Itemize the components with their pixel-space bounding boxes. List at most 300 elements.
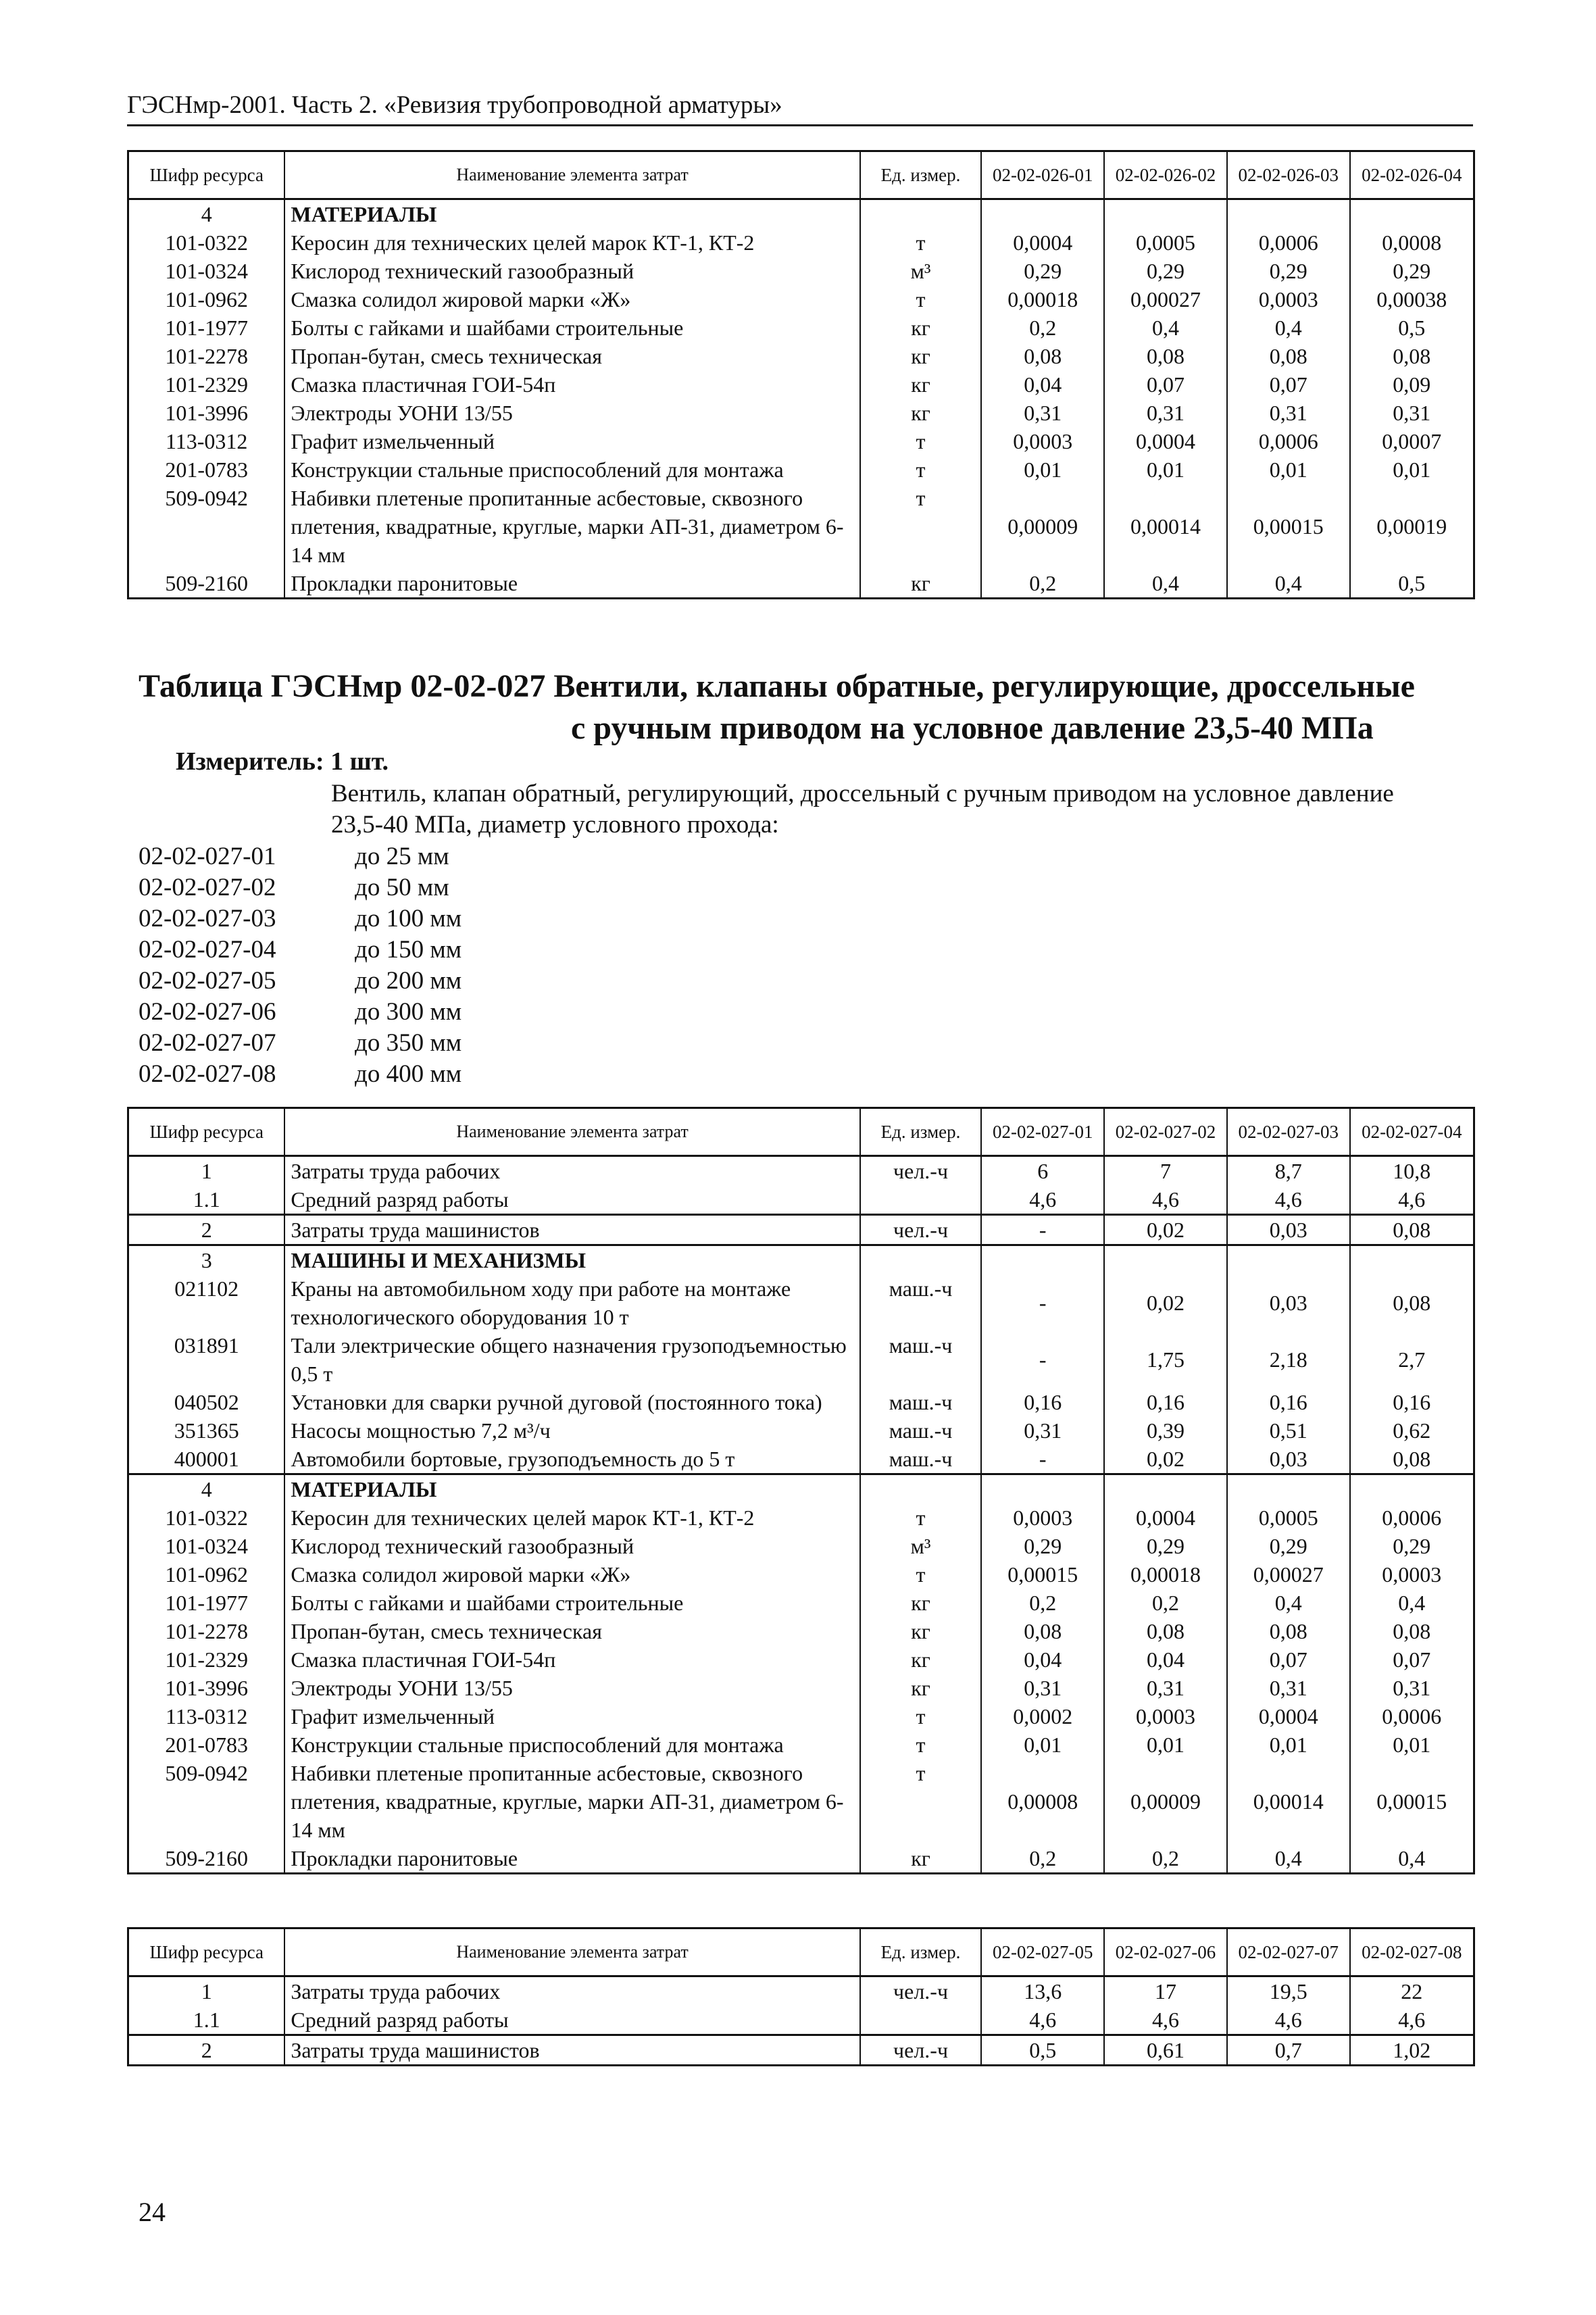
resource-code: 4	[128, 1474, 285, 1504]
unit-of-measure: маш.-ч	[860, 1416, 982, 1445]
header-column: 02-02-026-02	[1104, 151, 1227, 199]
norm-value: 0,0005	[1104, 228, 1227, 257]
header-column: 02-02-027-06	[1104, 1928, 1227, 1976]
table-row	[128, 1731, 1474, 1759]
table-row	[128, 285, 1474, 314]
norm-value: 0,00015	[1350, 1759, 1474, 1844]
unit-of-measure	[860, 1185, 982, 1215]
header-unit: Ед. измер.	[860, 1928, 982, 1976]
norm-value: 0,31	[981, 1416, 1104, 1445]
norm-value: 0,02	[1104, 1274, 1227, 1331]
norm-value: 0,00019	[1350, 484, 1474, 569]
resource-code: 101-0322	[128, 228, 285, 257]
norm-value: 0,03	[1227, 1274, 1350, 1331]
norm-value: 0,07	[1350, 1645, 1474, 1674]
page-header	[127, 91, 1473, 126]
header-name: Наименование элемента затрат	[284, 1928, 859, 1976]
variant-item	[139, 997, 462, 1028]
norm-value: 0,08	[1350, 1215, 1474, 1245]
table-row	[128, 1215, 1474, 1245]
unit-of-measure	[860, 1245, 982, 1275]
norm-value: 0,03	[1227, 1215, 1350, 1245]
table-row	[128, 1976, 1474, 2006]
norm-value: 0,5	[1350, 569, 1474, 599]
norm-value: 0,0006	[1350, 1503, 1474, 1532]
unit-of-measure	[860, 2006, 982, 2035]
variant-diameter: до 50 мм	[355, 874, 449, 901]
norm-value: 0,0006	[1227, 228, 1350, 257]
variant-code: 02-02-027-07	[139, 1029, 276, 1057]
norm-value: 0,0006	[1350, 1702, 1474, 1731]
header-column: 02-02-027-03	[1227, 1108, 1350, 1156]
norm-value: 0,08	[1350, 1445, 1474, 1474]
norm-value	[1104, 199, 1227, 229]
cost-element-name: Затраты труда рабочих	[284, 1156, 859, 1186]
resource-code: 509-2160	[128, 569, 285, 599]
table-description: Вентиль, клапан обратный, регулирующий, дроссельный с ручным приводом на условное давление 23,5-40 МПа, диаметр условного прохода:	[331, 780, 1394, 839]
resource-code: 040502	[128, 1388, 285, 1416]
table-row	[128, 1503, 1474, 1532]
table-header-row	[128, 1108, 1474, 1156]
variant-list	[139, 841, 462, 1090]
variant-item	[139, 1028, 462, 1059]
unit-of-measure: чел.-ч	[860, 1156, 982, 1186]
table-row	[128, 1645, 1474, 1674]
cost-element-name: Конструкции стальные приспособлений для монтажа	[284, 1731, 859, 1759]
norm-value: 0,31	[1104, 1674, 1227, 1702]
norm-value	[981, 199, 1104, 229]
unit-of-measure: кг	[860, 1844, 982, 1874]
variant-item	[139, 935, 462, 966]
norm-value: 0,4	[1104, 314, 1227, 342]
norm-value: 0,29	[1350, 257, 1474, 285]
norm-value: 0,16	[1350, 1388, 1474, 1416]
header-column: 02-02-027-01	[981, 1108, 1104, 1156]
norm-value: 0,08	[1227, 1617, 1350, 1645]
unit-of-measure: маш.-ч	[860, 1445, 982, 1474]
cost-element-name: Набивки плетеные пропитанные асбестовые, сквозного плетения, квадратные, круглые, марки АП-31, диаметром 6-14 мм	[284, 1759, 859, 1844]
norm-value: 0,0003	[1227, 285, 1350, 314]
norm-value: 0,0002	[981, 1702, 1104, 1731]
page-header-title: ГЭСНмр-2001. Часть 2. «Ревизия трубопроводной арматуры»	[127, 91, 782, 119]
resource-code: 113-0312	[128, 1702, 285, 1731]
norm-value: 0,31	[981, 399, 1104, 427]
norm-value: 0,00008	[981, 1759, 1104, 1844]
cost-element-name: МАТЕРИАЛЫ	[284, 199, 859, 229]
header-code: Шифр ресурса	[128, 1108, 285, 1156]
norm-value: 0,31	[1227, 399, 1350, 427]
resource-code: 101-0962	[128, 1560, 285, 1589]
norm-value: 4,6	[981, 2006, 1104, 2035]
norm-value: 0,61	[1104, 2035, 1227, 2066]
cost-element-name: Прокладки паронитовые	[284, 1844, 859, 1874]
norm-value: 0,0007	[1350, 427, 1474, 455]
norm-value: 4,6	[1350, 1185, 1474, 1215]
norm-value: 0,2	[1104, 1589, 1227, 1617]
norm-value: 0,2	[981, 1844, 1104, 1874]
unit-of-measure: чел.-ч	[860, 2035, 982, 2066]
norm-value: 0,04	[1104, 1645, 1227, 1674]
cost-element-name: Насосы мощностью 7,2 м³/ч	[284, 1416, 859, 1445]
unit-of-measure: кг	[860, 1674, 982, 1702]
norm-value: 0,0003	[1350, 1560, 1474, 1589]
norm-value: 0,08	[1104, 1617, 1227, 1645]
norm-value: 0,29	[1104, 1532, 1227, 1560]
norm-value: 0,08	[1350, 342, 1474, 370]
table-row	[128, 484, 1474, 569]
norm-value: 0,4	[1104, 569, 1227, 599]
header-column: 02-02-026-01	[981, 151, 1104, 199]
header-code: Шифр ресурса	[128, 151, 285, 199]
cost-element-name: Затраты труда машинистов	[284, 1215, 859, 1245]
norm-value: 4,6	[981, 1185, 1104, 1215]
cost-element-name: Смазка пластичная ГОИ-54п	[284, 1645, 859, 1674]
variant-code: 02-02-027-05	[139, 967, 276, 995]
norm-value: 0,08	[981, 1617, 1104, 1645]
resource-code: 101-2329	[128, 370, 285, 399]
norm-value: 0,00018	[981, 285, 1104, 314]
norm-value: 0,01	[1104, 455, 1227, 484]
resource-code: 1	[128, 1156, 285, 1186]
header-column: 02-02-027-07	[1227, 1928, 1350, 1976]
norm-value	[1350, 1474, 1474, 1504]
norm-value: 0,16	[1104, 1388, 1227, 1416]
unit-of-measure: т	[860, 455, 982, 484]
table-row	[128, 228, 1474, 257]
cost-element-name: Затраты труда рабочих	[284, 1976, 859, 2006]
cost-element-name: Кислород технический газообразный	[284, 1532, 859, 1560]
unit-of-measure: кг	[860, 1589, 982, 1617]
norm-value: 0,00018	[1104, 1560, 1227, 1589]
table-row	[128, 1560, 1474, 1589]
variant-code: 02-02-027-08	[139, 1060, 276, 1088]
unit-of-measure: т	[860, 1503, 982, 1532]
norm-value: 0,08	[981, 342, 1104, 370]
norm-value: 17	[1104, 1976, 1227, 2006]
norm-value: 0,00015	[981, 1560, 1104, 1589]
cost-element-name: Электроды УОНИ 13/55	[284, 1674, 859, 1702]
norm-value: 0,0003	[981, 427, 1104, 455]
norm-value: 0,0006	[1227, 427, 1350, 455]
table-row	[128, 370, 1474, 399]
norm-value: -	[981, 1215, 1104, 1245]
variant-code: 02-02-027-01	[139, 843, 276, 870]
table-row	[128, 1532, 1474, 1560]
table-row	[128, 342, 1474, 370]
table-row	[128, 257, 1474, 285]
table-title-line1: Таблица ГЭСНмр 02-02-027 Вентили, клапаны обратные, регулирующие, дроссельные	[139, 668, 1415, 704]
norm-value: 0,00038	[1350, 285, 1474, 314]
norm-value: 0,00027	[1227, 1560, 1350, 1589]
resource-code: 101-0324	[128, 1532, 285, 1560]
norm-value: 8,7	[1227, 1156, 1350, 1186]
norm-value	[1227, 199, 1350, 229]
unit-of-measure: т	[860, 1759, 982, 1844]
resource-code: 021102	[128, 1274, 285, 1331]
norm-value: 0,07	[1104, 370, 1227, 399]
variant-diameter: до 100 мм	[355, 905, 462, 932]
norm-value	[1227, 1474, 1350, 1504]
header-column: 02-02-027-05	[981, 1928, 1104, 1976]
norm-value: -	[981, 1274, 1104, 1331]
resource-table-026	[127, 150, 1475, 599]
norm-value	[981, 1474, 1104, 1504]
table-title	[139, 666, 1490, 749]
header-column: 02-02-027-04	[1350, 1108, 1474, 1156]
norm-value: 0,04	[981, 1645, 1104, 1674]
norm-value: 1,02	[1350, 2035, 1474, 2066]
table-row	[128, 569, 1474, 599]
norm-value: 0,03	[1227, 1445, 1350, 1474]
norm-value: 0,0008	[1350, 228, 1474, 257]
cost-element-name: Затраты труда машинистов	[284, 2035, 859, 2066]
resource-code: 101-3996	[128, 1674, 285, 1702]
cost-element-name: Смазка солидол жировой марки «Ж»	[284, 285, 859, 314]
table-row	[128, 1388, 1474, 1416]
cost-element-name: Пропан-бутан, смесь техническая	[284, 342, 859, 370]
norm-value: 0,29	[981, 257, 1104, 285]
norm-value: -	[981, 1445, 1104, 1474]
table-row	[128, 1474, 1474, 1504]
cost-element-name: Автомобили бортовые, грузоподъемность до 5 т	[284, 1445, 859, 1474]
norm-value: 0,01	[981, 1731, 1104, 1759]
norm-value: 0,00009	[981, 484, 1104, 569]
header-name: Наименование элемента затрат	[284, 151, 859, 199]
unit-of-measure: т	[860, 1731, 982, 1759]
variant-diameter: до 150 мм	[355, 936, 462, 964]
cost-element-name: Установки для сварки ручной дуговой (постоянного тока)	[284, 1388, 859, 1416]
norm-value: 4,6	[1350, 2006, 1474, 2035]
variant-code: 02-02-027-06	[139, 998, 276, 1026]
table-row	[128, 455, 1474, 484]
page-number: 24	[139, 2197, 166, 2227]
norm-value: 2,18	[1227, 1331, 1350, 1388]
norm-value: 0,4	[1350, 1844, 1474, 1874]
norm-value: 0,16	[1227, 1388, 1350, 1416]
resource-code: 2	[128, 1215, 285, 1245]
resource-code: 101-2278	[128, 342, 285, 370]
table-row	[128, 1331, 1474, 1388]
norm-value: 6	[981, 1156, 1104, 1186]
norm-value: -	[981, 1331, 1104, 1388]
norm-value	[1350, 199, 1474, 229]
unit-of-measure: маш.-ч	[860, 1331, 982, 1388]
cost-element-name: Прокладки паронитовые	[284, 569, 859, 599]
table-header-row	[128, 151, 1474, 199]
resource-code: 101-0322	[128, 1503, 285, 1532]
norm-value: 0,01	[1227, 455, 1350, 484]
resource-code: 1	[128, 1976, 285, 2006]
cost-element-name: Тали электрические общего назначения грузоподъемностью 0,5 т	[284, 1331, 859, 1388]
norm-value: 0,0004	[981, 228, 1104, 257]
norm-value: 0,29	[1227, 257, 1350, 285]
norm-value: 22	[1350, 1976, 1474, 2006]
norm-value: 19,5	[1227, 1976, 1350, 2006]
table-title-line2: с ручным приводом на условное давление 23,5-40 МПа	[571, 710, 1374, 746]
variant-item	[139, 1059, 462, 1090]
variant-diameter: до 350 мм	[355, 1029, 462, 1057]
unit-of-measure: т	[860, 484, 982, 569]
cost-element-name: МАТЕРИАЛЫ	[284, 1474, 859, 1504]
unit-of-measure: м³	[860, 257, 982, 285]
table-row	[128, 1416, 1474, 1445]
resource-code: 101-1977	[128, 1589, 285, 1617]
norm-value	[981, 1245, 1104, 1275]
cost-element-name: Болты с гайками и шайбами строительные	[284, 314, 859, 342]
header-unit: Ед. измер.	[860, 151, 982, 199]
unit-of-measure: маш.-ч	[860, 1388, 982, 1416]
unit-of-measure: кг	[860, 1617, 982, 1645]
resource-table-027-a	[127, 1107, 1475, 1874]
variant-item	[139, 966, 462, 997]
table-row	[128, 1445, 1474, 1474]
norm-value: 7	[1104, 1156, 1227, 1186]
norm-value: 0,4	[1227, 1844, 1350, 1874]
unit-of-measure	[860, 199, 982, 229]
resource-table-027-b	[127, 1927, 1475, 2066]
resource-code: 113-0312	[128, 427, 285, 455]
cost-element-name: Кислород технический газообразный	[284, 257, 859, 285]
measure-unit: Измеритель: 1 шт.	[176, 747, 389, 776]
norm-value: 0,4	[1227, 569, 1350, 599]
norm-value: 0,31	[1350, 399, 1474, 427]
resource-code: 351365	[128, 1416, 285, 1445]
unit-of-measure: м³	[860, 1532, 982, 1560]
cost-element-name: Конструкции стальные приспособлений для монтажа	[284, 455, 859, 484]
norm-value: 0,0004	[1104, 1503, 1227, 1532]
norm-value: 0,00027	[1104, 285, 1227, 314]
norm-value: 0,08	[1227, 342, 1350, 370]
unit-of-measure: маш.-ч	[860, 1274, 982, 1331]
cost-element-name: Керосин для технических целей марок КТ-1, КТ-2	[284, 228, 859, 257]
norm-value: 0,0004	[1104, 427, 1227, 455]
variant-item	[139, 872, 462, 903]
norm-value: 0,31	[981, 1674, 1104, 1702]
norm-value: 0,51	[1227, 1416, 1350, 1445]
norm-value: 0,4	[1227, 314, 1350, 342]
variant-code: 02-02-027-03	[139, 905, 276, 932]
norm-value: 0,01	[981, 455, 1104, 484]
variant-diameter: до 200 мм	[355, 967, 462, 995]
norm-value: 4,6	[1104, 1185, 1227, 1215]
cost-element-name: Графит измельченный	[284, 1702, 859, 1731]
header-column: 02-02-026-04	[1350, 151, 1474, 199]
unit-of-measure: т	[860, 1560, 982, 1589]
norm-value: 13,6	[981, 1976, 1104, 2006]
cost-element-name: Смазка солидол жировой марки «Ж»	[284, 1560, 859, 1589]
norm-value: 0,00015	[1227, 484, 1350, 569]
norm-value: 0,31	[1104, 399, 1227, 427]
table-row	[128, 2035, 1474, 2066]
unit-of-measure: т	[860, 285, 982, 314]
resource-code: 101-0324	[128, 257, 285, 285]
header-column: 02-02-026-03	[1227, 151, 1350, 199]
unit-of-measure: кг	[860, 370, 982, 399]
norm-value: 0,08	[1350, 1617, 1474, 1645]
norm-value: 0,4	[1350, 1589, 1474, 1617]
norm-value: 0,29	[1227, 1532, 1350, 1560]
table-row	[128, 2006, 1474, 2035]
table-row	[128, 1759, 1474, 1844]
norm-value: 4,6	[1227, 1185, 1350, 1215]
norm-value: 1,75	[1104, 1331, 1227, 1388]
cost-element-name: Керосин для технических целей марок КТ-1, КТ-2	[284, 1503, 859, 1532]
table-row	[128, 1674, 1474, 1702]
norm-value: 0,0003	[1104, 1702, 1227, 1731]
norm-value	[1350, 1245, 1474, 1275]
variant-item	[139, 903, 462, 935]
norm-value: 0,01	[1350, 455, 1474, 484]
header-name: Наименование элемента затрат	[284, 1108, 859, 1156]
resource-code: 201-0783	[128, 1731, 285, 1759]
table-row	[128, 1185, 1474, 1215]
norm-value: 0,07	[1227, 1645, 1350, 1674]
norm-value: 0,7	[1227, 2035, 1350, 2066]
variant-diameter: до 25 мм	[355, 843, 449, 870]
variant-item	[139, 841, 462, 872]
norm-value: 4,6	[1227, 2006, 1350, 2035]
resource-code: 2	[128, 2035, 285, 2066]
table-row	[128, 1844, 1474, 1874]
table-row	[128, 314, 1474, 342]
norm-value: 0,08	[1350, 1274, 1474, 1331]
cost-element-name: МАШИНЫ И МЕХАНИЗМЫ	[284, 1245, 859, 1275]
norm-value: 0,01	[1104, 1731, 1227, 1759]
norm-value: 0,31	[1227, 1674, 1350, 1702]
norm-value: 0,00014	[1104, 484, 1227, 569]
table-row	[128, 399, 1474, 427]
resource-code: 101-2329	[128, 1645, 285, 1674]
norm-value: 0,0005	[1227, 1503, 1350, 1532]
norm-value: 0,00009	[1104, 1759, 1227, 1844]
unit-of-measure: т	[860, 427, 982, 455]
resource-code: 101-3996	[128, 399, 285, 427]
table-row	[128, 1245, 1474, 1275]
resource-code: 509-0942	[128, 484, 285, 569]
resource-code: 3	[128, 1245, 285, 1275]
header-column: 02-02-027-02	[1104, 1108, 1227, 1156]
cost-element-name: Графит измельченный	[284, 427, 859, 455]
norm-value	[1227, 1245, 1350, 1275]
resource-code: 031891	[128, 1331, 285, 1388]
norm-value: 0,2	[981, 1589, 1104, 1617]
norm-value: 0,09	[1350, 370, 1474, 399]
unit-of-measure: кг	[860, 1645, 982, 1674]
resource-code: 1.1	[128, 1185, 285, 1215]
variant-diameter: до 300 мм	[355, 998, 462, 1026]
unit-of-measure: чел.-ч	[860, 1976, 982, 2006]
table-row	[128, 427, 1474, 455]
norm-value: 0,29	[1350, 1532, 1474, 1560]
table-row	[128, 1702, 1474, 1731]
table-row	[128, 1589, 1474, 1617]
unit-of-measure: кг	[860, 569, 982, 599]
header-column: 02-02-027-08	[1350, 1928, 1474, 1976]
norm-value: 0,02	[1104, 1445, 1227, 1474]
unit-of-measure: кг	[860, 399, 982, 427]
norm-value: 0,5	[1350, 314, 1474, 342]
norm-value: 0,62	[1350, 1416, 1474, 1445]
table-row	[128, 1617, 1474, 1645]
table-row	[128, 1274, 1474, 1331]
unit-of-measure: т	[860, 228, 982, 257]
resource-code: 101-0962	[128, 285, 285, 314]
table-header-row	[128, 1928, 1474, 1976]
resource-code: 101-2278	[128, 1617, 285, 1645]
norm-value: 0,31	[1350, 1674, 1474, 1702]
cost-element-name: Электроды УОНИ 13/55	[284, 399, 859, 427]
variant-code: 02-02-027-04	[139, 936, 276, 964]
